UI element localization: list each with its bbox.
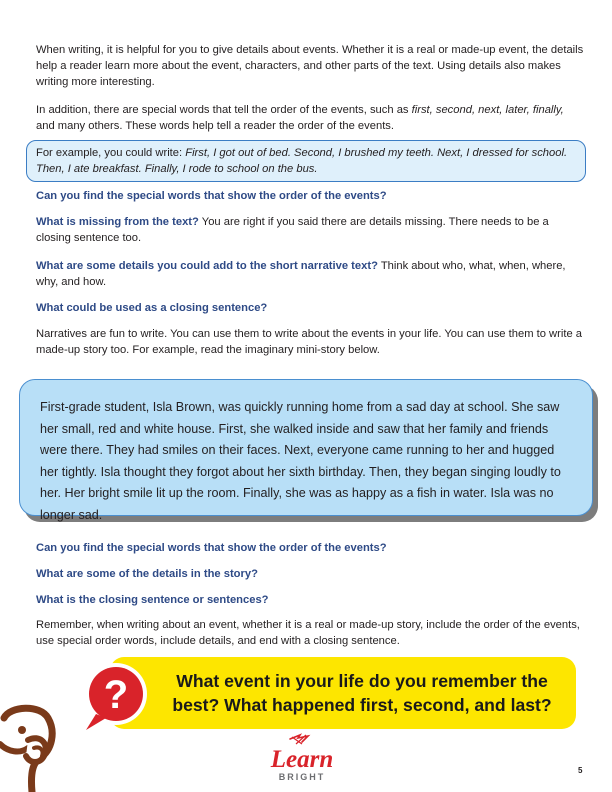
question-details-answer: Think about who, what, when, where, why, and how. <box>36 260 566 288</box>
prompt-line-1: What event in your life do you remember the <box>176 671 548 691</box>
question-missing-answer: You are right if you said there are details missing. There needs to be a closing sentence too. <box>36 216 549 244</box>
question-order-words: Can you find the special words that show the order of the events? <box>36 190 387 202</box>
question-story-details: What are some of the details in the story? <box>36 568 258 580</box>
logo-word: Learn <box>270 746 334 773</box>
remember-paragraph: Remember, when writing about an event, whether it is a real or made-up story, include the order of the events, use special order words, include details, and end with a closing sentence. <box>36 619 580 647</box>
question-story-order-words: Can you find the special words that show the order of the events? <box>36 542 387 554</box>
question-missing-label: What is missing from the text? <box>36 216 199 228</box>
question-story-closing: What is the closing sentence or sentences? <box>36 594 269 606</box>
logo-sub: BRIGHT <box>278 772 326 782</box>
logo-mark-icon <box>250 733 354 783</box>
example-box <box>26 140 586 182</box>
question-bubble-icon <box>74 660 158 738</box>
question-details <box>36 258 584 290</box>
narratives-paragraph: Narratives are fun to write. You can use them to write about the events in your life. You can use them to write a made-up story too. For example, read the imaginary mini-story below. <box>36 328 583 356</box>
prompt-line-2: best? What happened first, second, and last? <box>172 695 552 715</box>
example-lead: For example, you could write: <box>36 147 186 159</box>
story-box <box>19 379 593 522</box>
example-text: First, I got out of bed. Second, I brushed my teeth. Next, I dressed for school. Then, I ate breakfast. Finally, I rode to school on the bus. <box>36 147 568 175</box>
question-missing <box>36 214 584 246</box>
page-number: 5 <box>578 766 583 775</box>
intro-paragraph-2 <box>36 102 584 134</box>
question-details-label: What are some details you could add to the short narrative text? <box>36 260 378 272</box>
thinking-character-icon <box>0 704 70 792</box>
learn-bright-logo <box>250 733 354 783</box>
question-closing-sentence: What could be used as a closing sentence? <box>36 302 268 314</box>
intro-paragraph-2-tail: and many others. These words help tell a reader the order of the events. <box>36 120 394 132</box>
story-text: First-grade student, Isla Brown, was quickly running home from a sad day at school. She saw her small, red and white house. First, she walked inside and saw that her family and friends were there. They had smiles on their faces. Next, everyone came running to her and hugged her tightly. Isla thought they forgot about her sixth birthday. Then, they began singing loudly to her. Her bright smile lit up the room. Finally, she was as happy as a fish in water. Isla was no longer sad. <box>40 400 561 522</box>
intro-paragraph-1: When writing, it is helpful for you to give details about events. Whether it is a real or made-up event, the details help a reader learn more about the event, characters, and other parts of the text. Using details also makes writing more interesting. <box>36 44 584 88</box>
order-words: first, second, next, later, finally, <box>411 104 564 116</box>
svg-text:?: ? <box>103 673 129 717</box>
intro-paragraph-2-lead: In addition, there are special words that tell the order of the events, such as <box>36 104 412 116</box>
prompt-text <box>160 669 564 717</box>
